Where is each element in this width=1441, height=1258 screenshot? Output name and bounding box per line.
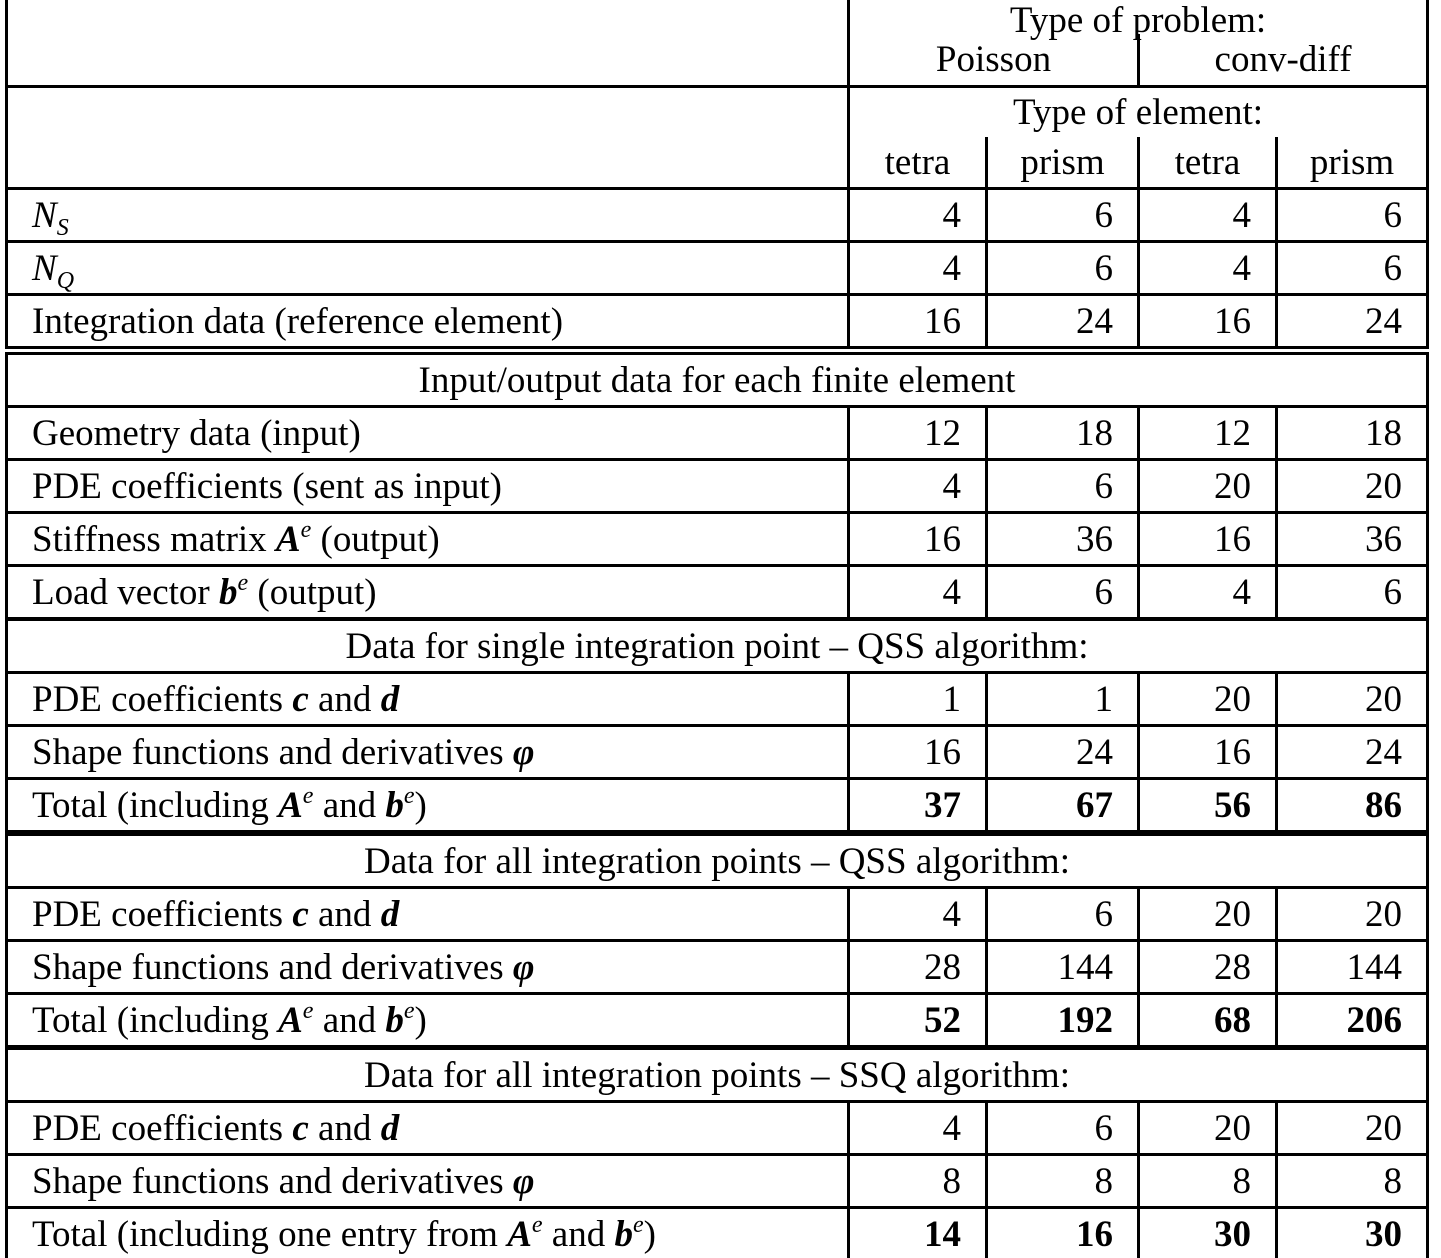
row-label [7, 673, 849, 726]
table-row [7, 941, 1428, 994]
math-superscript: e [300, 516, 312, 543]
cell-value: 8 [1139, 1155, 1277, 1208]
row-label [7, 566, 849, 619]
table-block-3 [5, 833, 1429, 1048]
cell-value: 16 [849, 726, 987, 779]
row-label [7, 189, 849, 242]
label-text: ) [414, 999, 427, 1041]
row-label [7, 994, 849, 1047]
cell-value: 4 [1139, 242, 1277, 295]
table-block-0 [5, 0, 1429, 349]
cell-value: 1 [987, 673, 1139, 726]
cell-value: 18 [1277, 407, 1428, 460]
cell-value: 28 [849, 941, 987, 994]
problem-type-title: Type of problem: [849, 0, 1428, 34]
math-bold-symbol: c [292, 893, 309, 935]
table-row [7, 566, 1428, 619]
cell-value: 12 [849, 407, 987, 460]
total-row [7, 1208, 1428, 1258]
row-label [7, 1102, 849, 1155]
table-block-1 [5, 352, 1429, 620]
math-bold-symbol: b [385, 784, 404, 826]
row-label [7, 1208, 849, 1258]
math-bold-symbol: A [278, 999, 303, 1041]
math-superscript: e [632, 1211, 644, 1238]
cell-value: 12 [1139, 407, 1277, 460]
table-block-2 [5, 618, 1429, 833]
cell-value: 6 [987, 460, 1139, 513]
label-text: and [308, 678, 381, 720]
math-bold-symbol: d [380, 1107, 400, 1149]
cell-value: 4 [849, 460, 987, 513]
element-type-tetra: tetra [1139, 137, 1277, 189]
label-text: PDE coefficients [32, 678, 293, 720]
cell-value: 6 [987, 1102, 1139, 1155]
total-row [7, 994, 1428, 1047]
section-title: Data for single integration point – QSS algorithm: [7, 620, 1428, 673]
cell-value: 16 [1139, 513, 1277, 566]
cell-value: 24 [1277, 726, 1428, 779]
table-row [7, 726, 1428, 779]
cell-value: 30 [1139, 1208, 1277, 1258]
math-superscript: e [531, 1211, 543, 1238]
label-text: PDE coefficients [32, 893, 293, 935]
cell-value: 206 [1277, 994, 1428, 1047]
cell-value: 144 [1277, 941, 1428, 994]
element-type-prism: prism [1277, 137, 1428, 189]
cell-value: 8 [849, 1155, 987, 1208]
table-row [7, 673, 1428, 726]
cell-value: 37 [849, 779, 987, 832]
cell-value: 16 [1139, 726, 1277, 779]
table-row [7, 888, 1428, 941]
cell-value: 144 [987, 941, 1139, 994]
cell-value: 6 [1277, 242, 1428, 295]
cell-value: 20 [1277, 888, 1428, 941]
row-label [7, 460, 849, 513]
cell-value: 16 [849, 295, 987, 348]
cell-value: 30 [1277, 1208, 1428, 1258]
label-text: Integration data (reference element) [32, 300, 564, 342]
math-bold-symbol: c [292, 678, 309, 720]
math-bold-symbol: A [275, 518, 301, 560]
label-text: Shape functions and derivatives [32, 1160, 513, 1202]
table-row [7, 1155, 1428, 1208]
math-bold-symbol: φ [512, 1160, 535, 1202]
header-row-element-title [7, 87, 1428, 138]
cell-value: 20 [1139, 460, 1277, 513]
element-type-prism: prism [987, 137, 1139, 189]
cell-value: 4 [849, 189, 987, 242]
label-text: and [313, 784, 386, 826]
cell-value: 18 [987, 407, 1139, 460]
element-type-tetra: tetra [849, 137, 987, 189]
cell-value: 36 [1277, 513, 1428, 566]
label-text: and [313, 999, 386, 1041]
table-row [7, 1102, 1428, 1155]
row-label [7, 888, 849, 941]
table-block-4 [5, 1047, 1429, 1258]
label-text: Geometry data (input) [32, 412, 361, 454]
math-bold-symbol: c [292, 1107, 309, 1149]
label-text: Load vector [32, 571, 219, 613]
math-symbol: N [32, 247, 57, 289]
cell-value: 24 [987, 295, 1139, 348]
cell-value: 192 [987, 994, 1139, 1047]
label-text: PDE coefficients [32, 1107, 293, 1149]
math-bold-symbol: A [278, 784, 303, 826]
cell-value: 20 [1277, 1102, 1428, 1155]
section-title: Input/output data for each finite element [7, 354, 1428, 407]
cell-value: 6 [987, 242, 1139, 295]
label-text: (output) [311, 518, 440, 560]
row-label [7, 779, 849, 832]
total-row [7, 779, 1428, 832]
cell-value: 16 [987, 1208, 1139, 1258]
cell-value: 14 [849, 1208, 987, 1258]
cell-value: 56 [1139, 779, 1277, 832]
table-row [7, 295, 1428, 348]
row-label [7, 726, 849, 779]
math-subscript: S [56, 214, 69, 241]
cell-value: 6 [987, 888, 1139, 941]
cell-value: 52 [849, 994, 987, 1047]
cell-value: 4 [849, 566, 987, 619]
section-title: Data for all integration points – QSS algorithm: [7, 835, 1428, 888]
section-title: Data for all integration points – SSQ algorithm: [7, 1049, 1428, 1102]
label-text: Shape functions and derivatives [32, 946, 513, 988]
cell-value: 28 [1139, 941, 1277, 994]
math-superscript: e [302, 997, 314, 1024]
section-title-row [7, 1049, 1428, 1102]
math-bold-symbol: φ [512, 731, 535, 773]
cell-value: 68 [1139, 994, 1277, 1047]
section-title-row [7, 835, 1428, 888]
cell-value: 1 [849, 673, 987, 726]
cell-value: 6 [987, 189, 1139, 242]
math-superscript: e [237, 569, 249, 596]
cell-value: 4 [849, 1102, 987, 1155]
section-title-row [7, 354, 1428, 407]
cell-value: 20 [1277, 460, 1428, 513]
cell-value: 4 [1139, 189, 1277, 242]
cell-value: 16 [1139, 295, 1277, 348]
table-row [7, 513, 1428, 566]
label-text: Total (including one entry from [32, 1213, 508, 1255]
element-type-title: Type of element: [849, 87, 1428, 138]
label-text: Shape functions and derivatives [32, 731, 513, 773]
row-label [7, 1155, 849, 1208]
table-row [7, 407, 1428, 460]
label-text: and [308, 893, 381, 935]
math-bold-symbol: d [380, 678, 400, 720]
section-title-row [7, 620, 1428, 673]
cell-value: 8 [987, 1155, 1139, 1208]
math-bold-symbol: A [507, 1213, 532, 1255]
cell-value: 20 [1139, 888, 1277, 941]
cell-value: 20 [1139, 673, 1277, 726]
label-text: (output) [248, 571, 377, 613]
label-text: and [308, 1107, 381, 1149]
math-superscript: e [403, 782, 415, 809]
label-text: PDE coefficients (sent as input) [32, 465, 502, 507]
cell-value: 4 [849, 242, 987, 295]
math-bold-symbol: φ [512, 946, 535, 988]
cell-value: 16 [849, 513, 987, 566]
cell-value: 20 [1139, 1102, 1277, 1155]
label-text: ) [643, 1213, 656, 1255]
label-text: Total (including [32, 784, 279, 826]
cell-value: 4 [1139, 566, 1277, 619]
cell-value: 86 [1277, 779, 1428, 832]
problem-type-conv-diff: conv-diff [1139, 34, 1428, 87]
cell-value: 6 [1277, 189, 1428, 242]
cell-value: 36 [987, 513, 1139, 566]
header-row-problem-title [7, 0, 1428, 34]
cell-value: 6 [1277, 566, 1428, 619]
table-row [7, 189, 1428, 242]
math-subscript: Q [56, 267, 75, 294]
cell-value: 67 [987, 779, 1139, 832]
math-superscript: e [403, 997, 415, 1024]
cell-value: 8 [1277, 1155, 1428, 1208]
cell-value: 4 [849, 888, 987, 941]
row-label [7, 242, 849, 295]
math-symbol: N [32, 194, 57, 236]
table-row [7, 242, 1428, 295]
math-bold-symbol: b [218, 571, 238, 613]
problem-type-poisson: Poisson [849, 34, 1139, 87]
math-bold-symbol: d [380, 893, 400, 935]
label-text: Stiffness matrix [32, 518, 276, 560]
cell-value: 24 [987, 726, 1139, 779]
row-label [7, 941, 849, 994]
row-label [7, 407, 849, 460]
label-text: ) [414, 784, 427, 826]
label-text: and [542, 1213, 615, 1255]
cell-value: 24 [1277, 295, 1428, 348]
row-label [7, 513, 849, 566]
header-empty-cell [7, 0, 849, 87]
label-text: Total (including [32, 999, 279, 1041]
row-label [7, 295, 849, 348]
table-row [7, 460, 1428, 513]
math-bold-symbol: b [614, 1213, 633, 1255]
header-empty-cell [7, 87, 849, 189]
cell-value: 20 [1277, 673, 1428, 726]
cell-value: 6 [987, 566, 1139, 619]
math-bold-symbol: b [385, 999, 404, 1041]
math-superscript: e [302, 782, 314, 809]
